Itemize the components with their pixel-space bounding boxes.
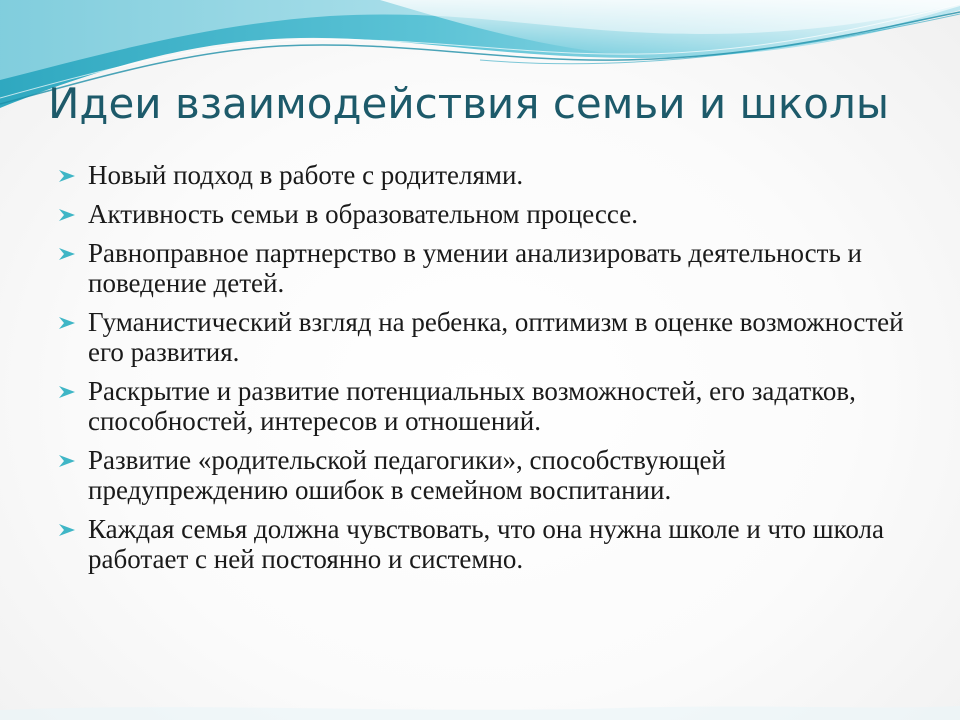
list-item: [58, 160, 918, 190]
arrowhead-bullet-icon: [58, 316, 76, 330]
list-item: [58, 238, 918, 298]
list-item: [58, 307, 918, 367]
bullet-text: Равноправное партнерство в умении анализировать деятельность и поведение детей.: [88, 238, 862, 298]
bullet-text: Развитие «родительской педагогики», способствующей предупреждению ошибок в семейном воспитании.: [88, 445, 726, 505]
list-item: [58, 199, 918, 229]
bullet-text: Раскрытие и развитие потенциальных возможностей, его задатков, способностей, интересов и отношений.: [88, 376, 856, 436]
arrowhead-bullet-icon: [58, 169, 76, 183]
list-item: [58, 376, 918, 436]
bullet-text: Активность семьи в образовательном процессе.: [88, 199, 638, 229]
bullet-text: Гуманистический взгляд на ребенка, оптимизм в оценке возможностей его развития.: [88, 307, 904, 367]
arrowhead-bullet-icon: [58, 523, 76, 537]
slide-title: Идеи взаимодействия семьи и школы: [48, 79, 890, 128]
bullet-text: Каждая семья должна чувствовать, что она нужна школе и что школа работает с ней постоянно и системно.: [88, 514, 884, 574]
list-item: [58, 445, 918, 505]
arrowhead-bullet-icon: [58, 385, 76, 399]
arrowhead-bullet-icon: [58, 454, 76, 468]
bottom-wave-decoration: [0, 680, 960, 720]
arrowhead-bullet-icon: [58, 247, 76, 261]
bullet-text: Новый подход в работе с родителями.: [88, 160, 524, 190]
list-item: [58, 514, 918, 574]
bullet-list: [58, 160, 918, 583]
arrowhead-bullet-icon: [58, 208, 76, 222]
